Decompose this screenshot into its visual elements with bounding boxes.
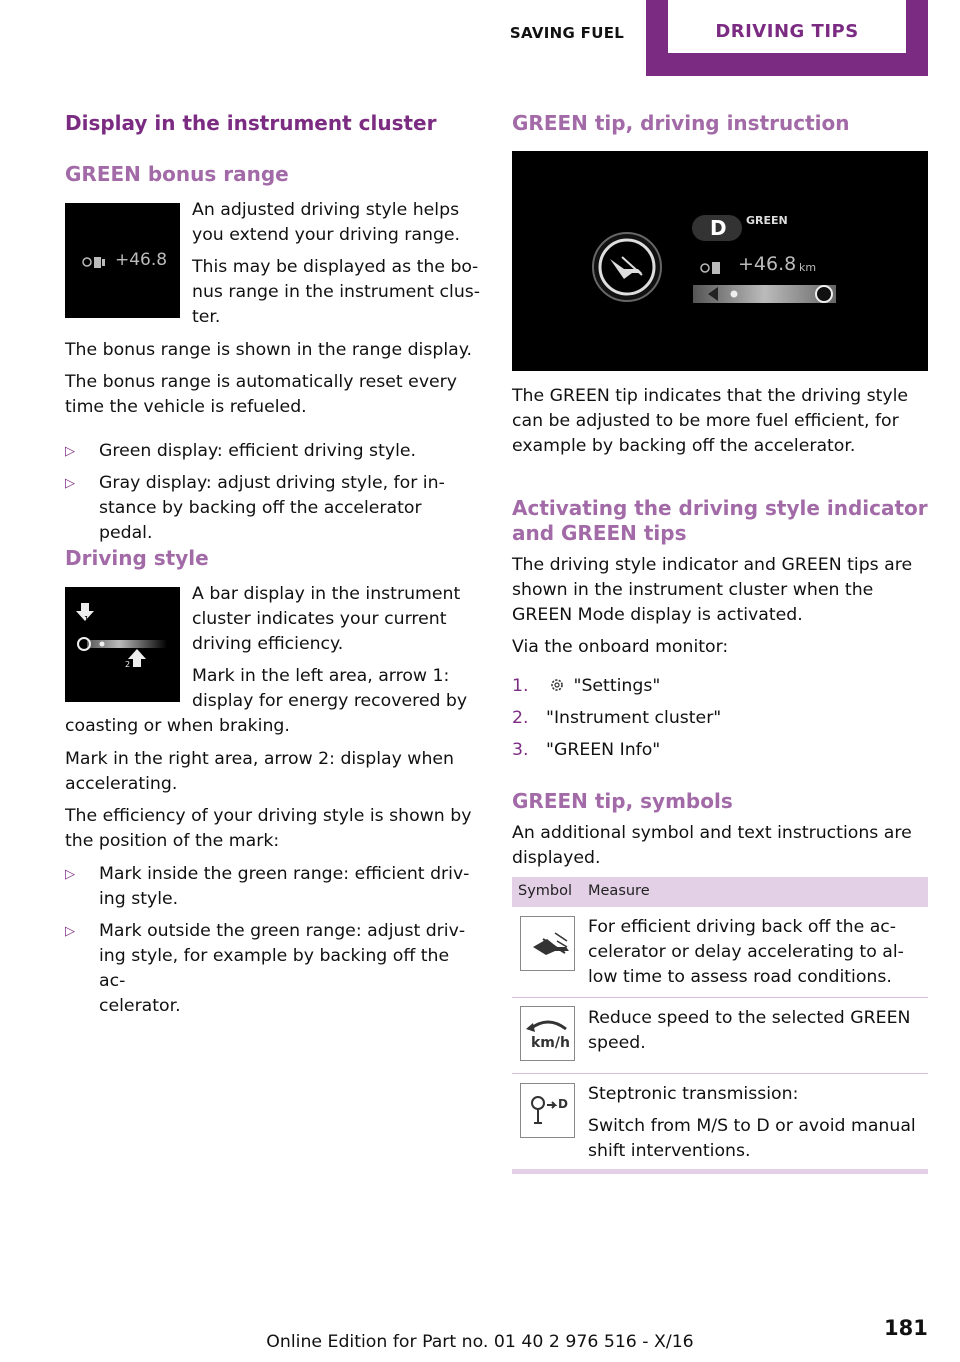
paragraph: An additional symbol and text instructions are displayed.: [512, 823, 912, 868]
paragraph: The bonus range is shown in the range display.: [65, 340, 472, 360]
section-label: SAVING FUEL: [509, 24, 625, 42]
row-divider: [512, 1073, 928, 1074]
triangle-bullet-icon: ▷: [65, 867, 75, 882]
table-cell: Switch from M/S to D or avoid manual shift interventions.: [588, 1116, 916, 1161]
heading-symbols: GREEN tip, symbols: [512, 789, 733, 813]
bonus-range-image: [65, 203, 180, 318]
arrow-2-label: 2: [125, 660, 131, 669]
triangle-bullet-icon: ▷: [65, 476, 75, 491]
paragraph: This may be displayed as the bo‐ nus range in the instrument clus‐ ter.: [192, 257, 481, 327]
table-cell: Steptronic transmission:: [588, 1084, 799, 1104]
paragraph: The bonus range is automatically reset every time the vehicle is refueled.: [65, 372, 458, 417]
table-cell: Reduce speed to the selected GREEN speed.: [588, 1008, 911, 1053]
green-tip-cluster-image: [512, 151, 928, 371]
gear-icon: [546, 676, 568, 694]
mode-indicator: GREEN: [746, 214, 788, 227]
driving-style-bar-image: [65, 587, 180, 702]
column-header-symbol: Symbol: [518, 883, 573, 899]
heading-green-tip: GREEN tip, driving instruction: [512, 111, 850, 135]
paragraph: An adjusted driving style helps you extend your driving range.: [192, 200, 461, 245]
list-item: 3. "GREEN Info": [512, 740, 661, 760]
arrow-1-label: 1: [84, 615, 90, 624]
triangle-bullet-icon: ▷: [65, 444, 75, 459]
paragraph: Mark in the left area, arrow 1: display for energy recovered by: [192, 666, 468, 711]
triangle-bullet-icon: ▷: [65, 924, 75, 939]
table-bottom-rule: [512, 1169, 928, 1174]
footer-edition: Online Edition for Part no. 01 40 2 976 516 - X/16: [266, 1332, 694, 1352]
heading-bonus-range: GREEN bonus range: [65, 162, 289, 186]
list-item: 2. "Instrument cluster": [512, 708, 722, 728]
paragraph: Via the onboard monitor:: [512, 637, 729, 657]
list-item: ▷ Green display: efficient driving style.: [65, 439, 485, 464]
cluster-graphics: [512, 151, 928, 371]
paragraph: The efficiency of your driving style is shown by the position of the mark:: [65, 806, 472, 851]
column-header-measure: Measure: [588, 883, 650, 899]
list-item: ▷ Mark outside the green range: adjust driv‐ ing style, for example by backing off the ac‐ celerator.: [65, 921, 466, 1016]
list-item: 1. "Settings": [512, 676, 661, 696]
efficiency-bar-icon: [65, 587, 180, 702]
row-divider: [512, 997, 928, 998]
steptronic-shift-icon: D: [520, 1083, 575, 1138]
bonus-range-value: +46.8: [115, 250, 168, 270]
list-item: ▷ Gray display: adjust driving style, for in‐ stance by backing off the accelerator pedal.: [65, 473, 445, 543]
paragraph: The GREEN tip indicates that the driving style can be adjusted to be more fuel efficient, for example by backing off the accelerator.: [512, 386, 909, 456]
reduce-speed-icon: km/h: [520, 1006, 575, 1061]
range-value: +46.8: [738, 253, 797, 275]
page-number: 181: [884, 1316, 928, 1340]
chapter-tab: DRIVING TIPS: [668, 0, 906, 53]
paragraph: A bar display in the instrument cluster indicates your current driving efficiency.: [192, 584, 461, 654]
table-cell: For efficient driving back off the ac‐ celerator or delay accelerating to al‐ low time to assess road conditions.: [588, 917, 904, 987]
paragraph: coasting or when braking.: [65, 716, 290, 736]
table-header: [512, 877, 928, 907]
list-item: ▷ Mark inside the green range: efficient driv‐ ing style.: [65, 864, 470, 909]
heading-driving-style: Driving style: [65, 546, 209, 570]
page-title: Display in the instrument cluster: [65, 111, 437, 135]
heading-activating: Activating the driving style indicator and GREEN tips: [512, 496, 928, 545]
foot-off-pedal-icon: [520, 916, 575, 971]
paragraph: The driving style indicator and GREEN tips are shown in the instrument cluster when the GREEN Mode display is activated.: [512, 555, 913, 625]
range-unit: km: [799, 261, 817, 274]
gear-indicator: D: [710, 216, 727, 240]
paragraph: Mark in the right area, arrow 2: display when accelerating.: [65, 749, 454, 794]
